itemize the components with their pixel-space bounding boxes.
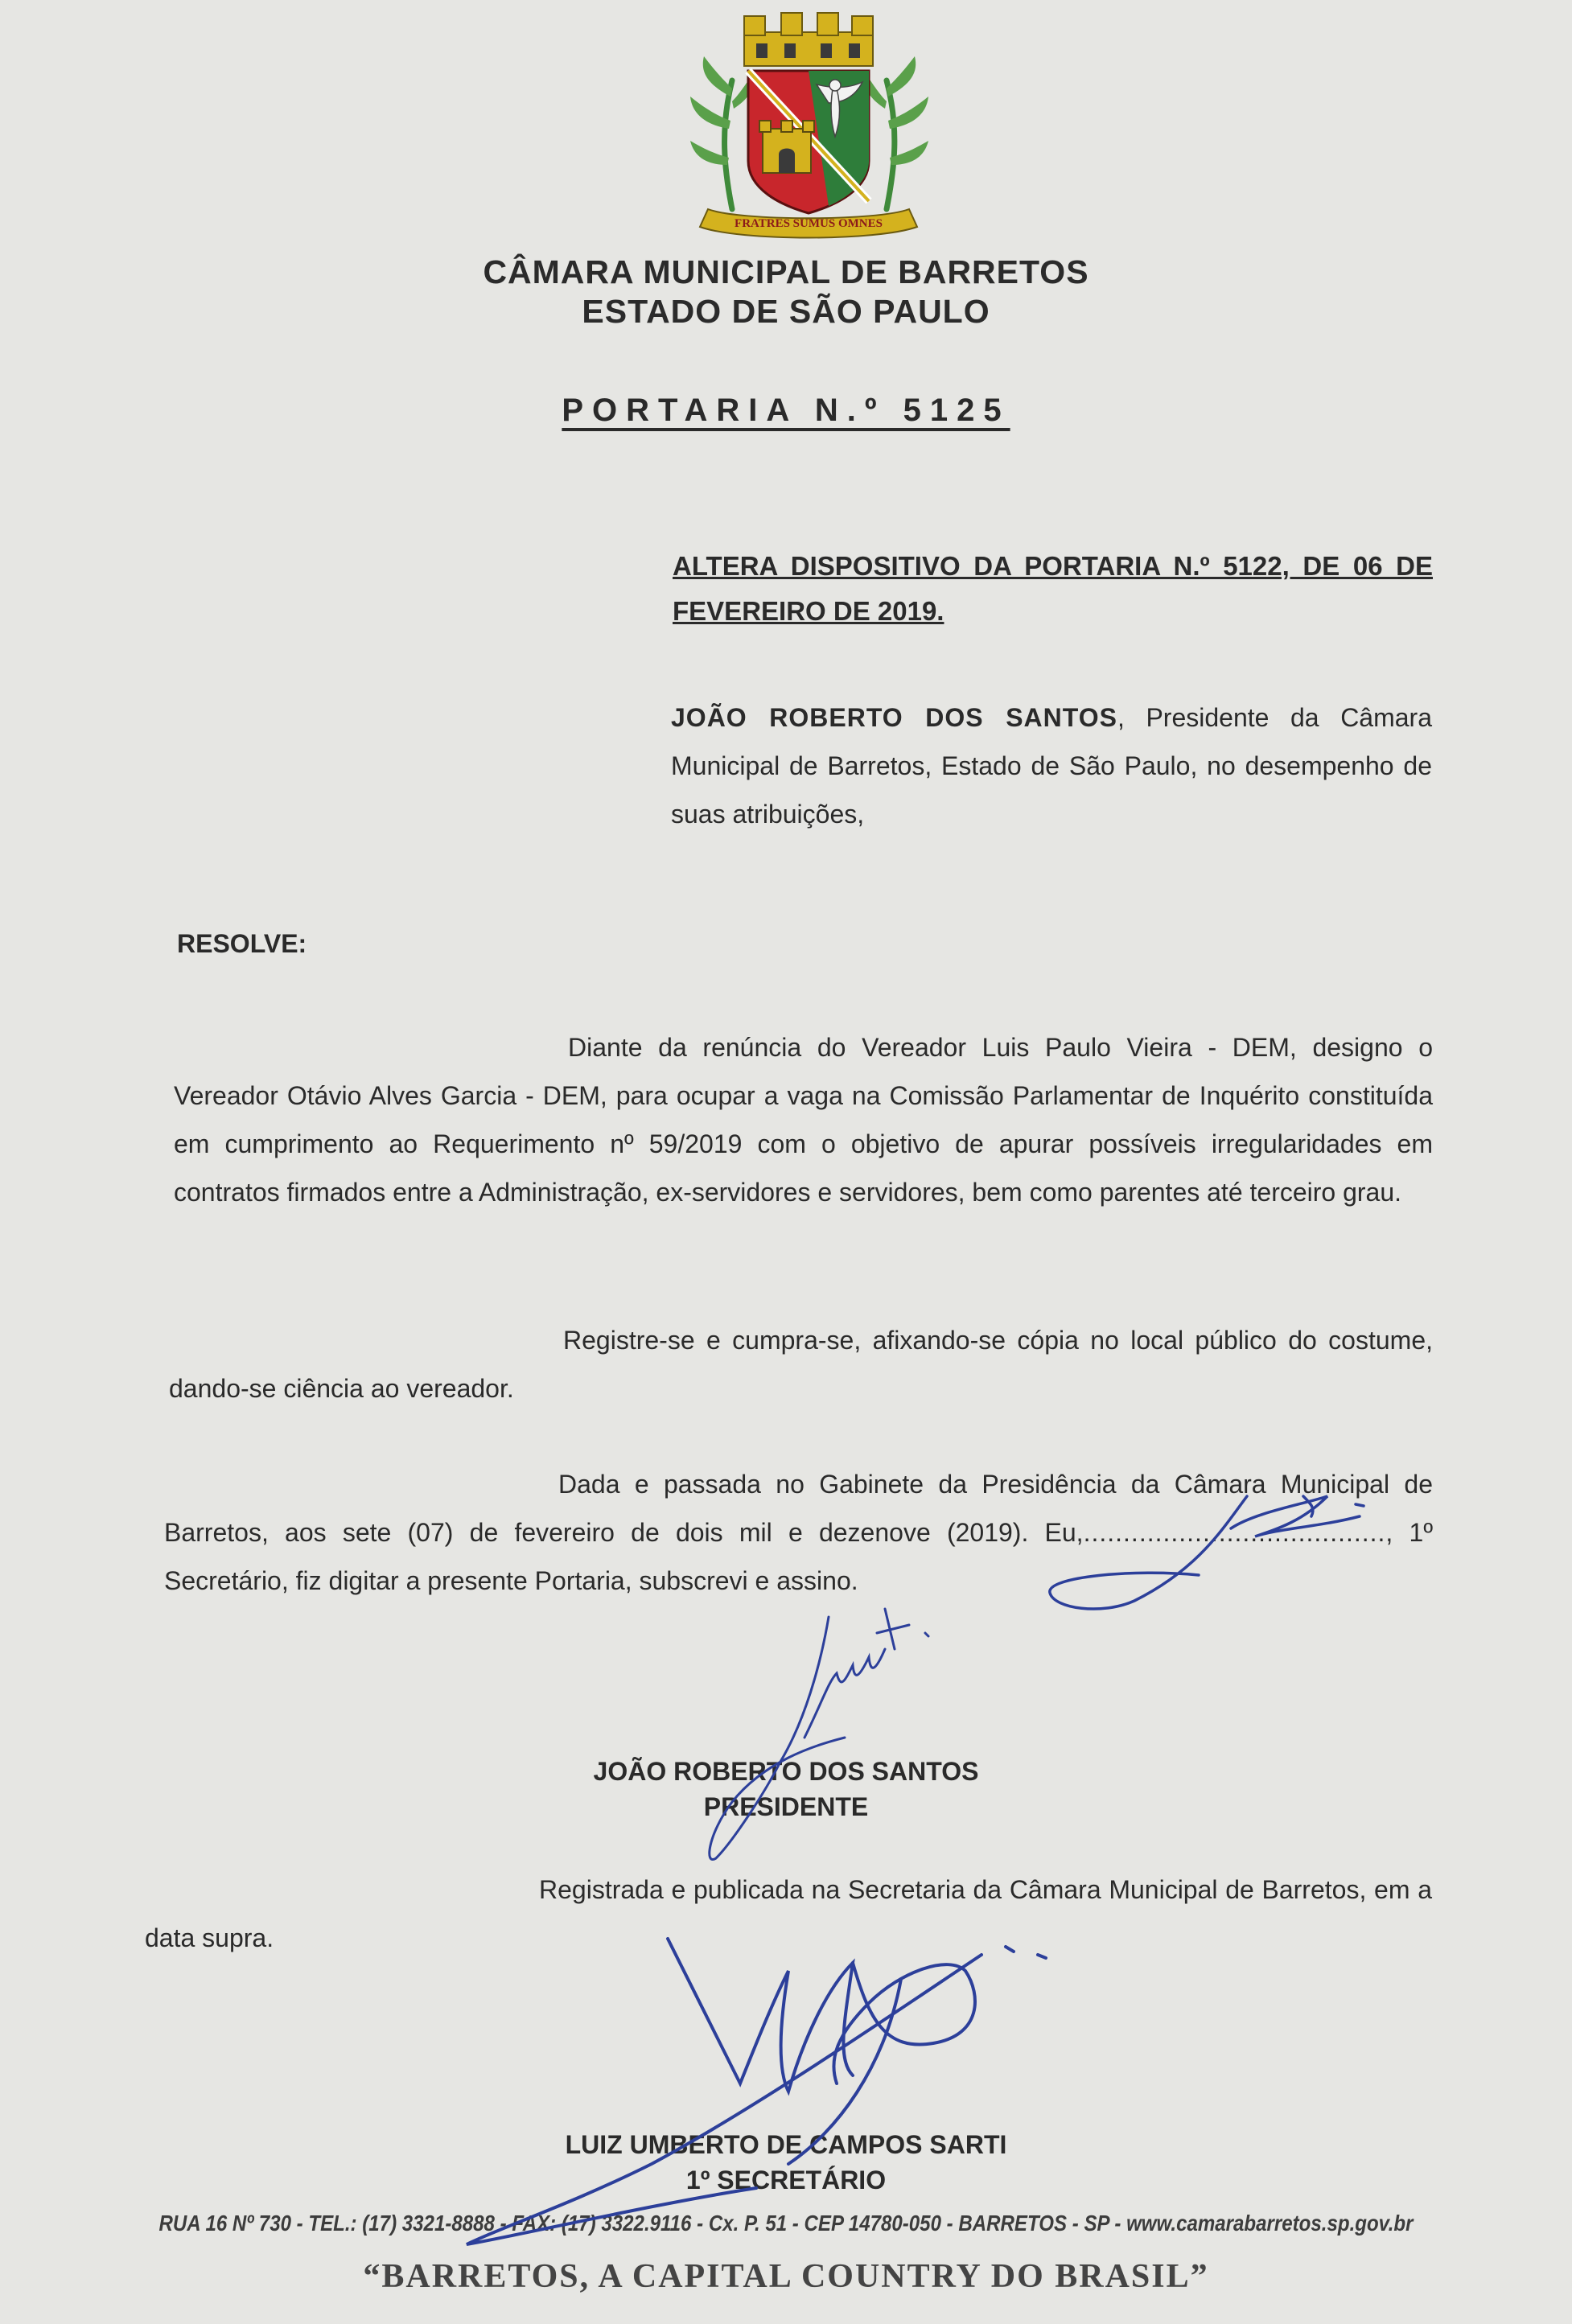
preamble-text: , Presidente da Câmara Municipal de Barretos, Estado de São Paulo, no desempenho de suas atribuições, (671, 703, 1432, 829)
signatory-name: LUIZ UMBERTO DE CAMPOS SARTI (565, 2130, 1007, 2159)
footer-motto: “BARRETOS, A CAPITAL COUNTRY DO BRASIL” (363, 2258, 1209, 2295)
footer-address: RUA 16 Nº 730 - TEL.: (17) 3321-8888 - FAX: (17) 3322.9116 - Cx. P. 51 - CEP 14780-050 - BARRETOS - SP - www.camarabarretos.sp.gov.br (158, 2211, 1414, 2236)
coat-of-arms-logo (676, 8, 941, 241)
paragraph-given (164, 1460, 1433, 1605)
signatory-role: 1º SECRETÁRIO (685, 2166, 887, 2194)
ementa: ALTERA DISPOSITIVO DA PORTARIA N.º 5122, DE 06 DE FEVEREIRO DE 2019. (673, 551, 1433, 626)
president-name: JOÃO ROBERTO DOS SANTOS (671, 703, 1117, 732)
state-name: ESTADO DE SÃO PAULO (582, 293, 990, 330)
given-text-end: , 1º Secretário, fiz digitar a presente Portaria, subscrevi e assino. (164, 1518, 1434, 1595)
secretary-signature-block (0, 2127, 1572, 2198)
president-signature-block (0, 1754, 1572, 1824)
signatory-name: JOÃO ROBERTO DOS SANTOS (593, 1757, 979, 1786)
document-title (0, 393, 1572, 429)
institution-name: CÂMARA MUNICIPAL DE BARRETOS (483, 253, 1089, 290)
signatory-role: PRESIDENTE (703, 1792, 869, 1821)
president-signature (684, 1601, 973, 1866)
portaria-number: PORTARIA N.º 5125 (562, 393, 1010, 428)
given-text-start: Dada e passada no Gabinete da Presidência da Câmara Municipal de Barretos, aos sete (07) de fevereiro de dois mil e dezenove (2019). Eu, (164, 1470, 1433, 1547)
preamble (671, 693, 1432, 838)
signature-dots: ...................................... (1083, 1518, 1386, 1547)
paragraph-register: Registre-se e cumpra-se, afixando-se cópia no local público do costume, dando-se ciência ao vereador. (169, 1326, 1433, 1403)
resolve-heading: RESOLVE: (177, 929, 307, 958)
paragraph-designation: Diante da renúncia do Vereador Luis Paulo Vieira - DEM, designo o Vereador Otávio Alves Garcia - DEM, para ocupar a vaga na Comissão Parlamentar de Inquérito constituída em cumprimento ao Requerimento nº 59/2019 com o objetivo de apurar possíveis irregularidades em contratos firmados entre a Administração, ex-servidores e servidores, bem como parentes até terceiro grau. (174, 1033, 1433, 1207)
paragraph-published: Registrada e publicada na Secretaria da Câmara Municipal de Barretos, em a data supra. (145, 1875, 1432, 1952)
crest-motto: FRATRES SUMUS OMNES (735, 217, 883, 230)
secretary-signature (451, 1923, 1062, 2260)
